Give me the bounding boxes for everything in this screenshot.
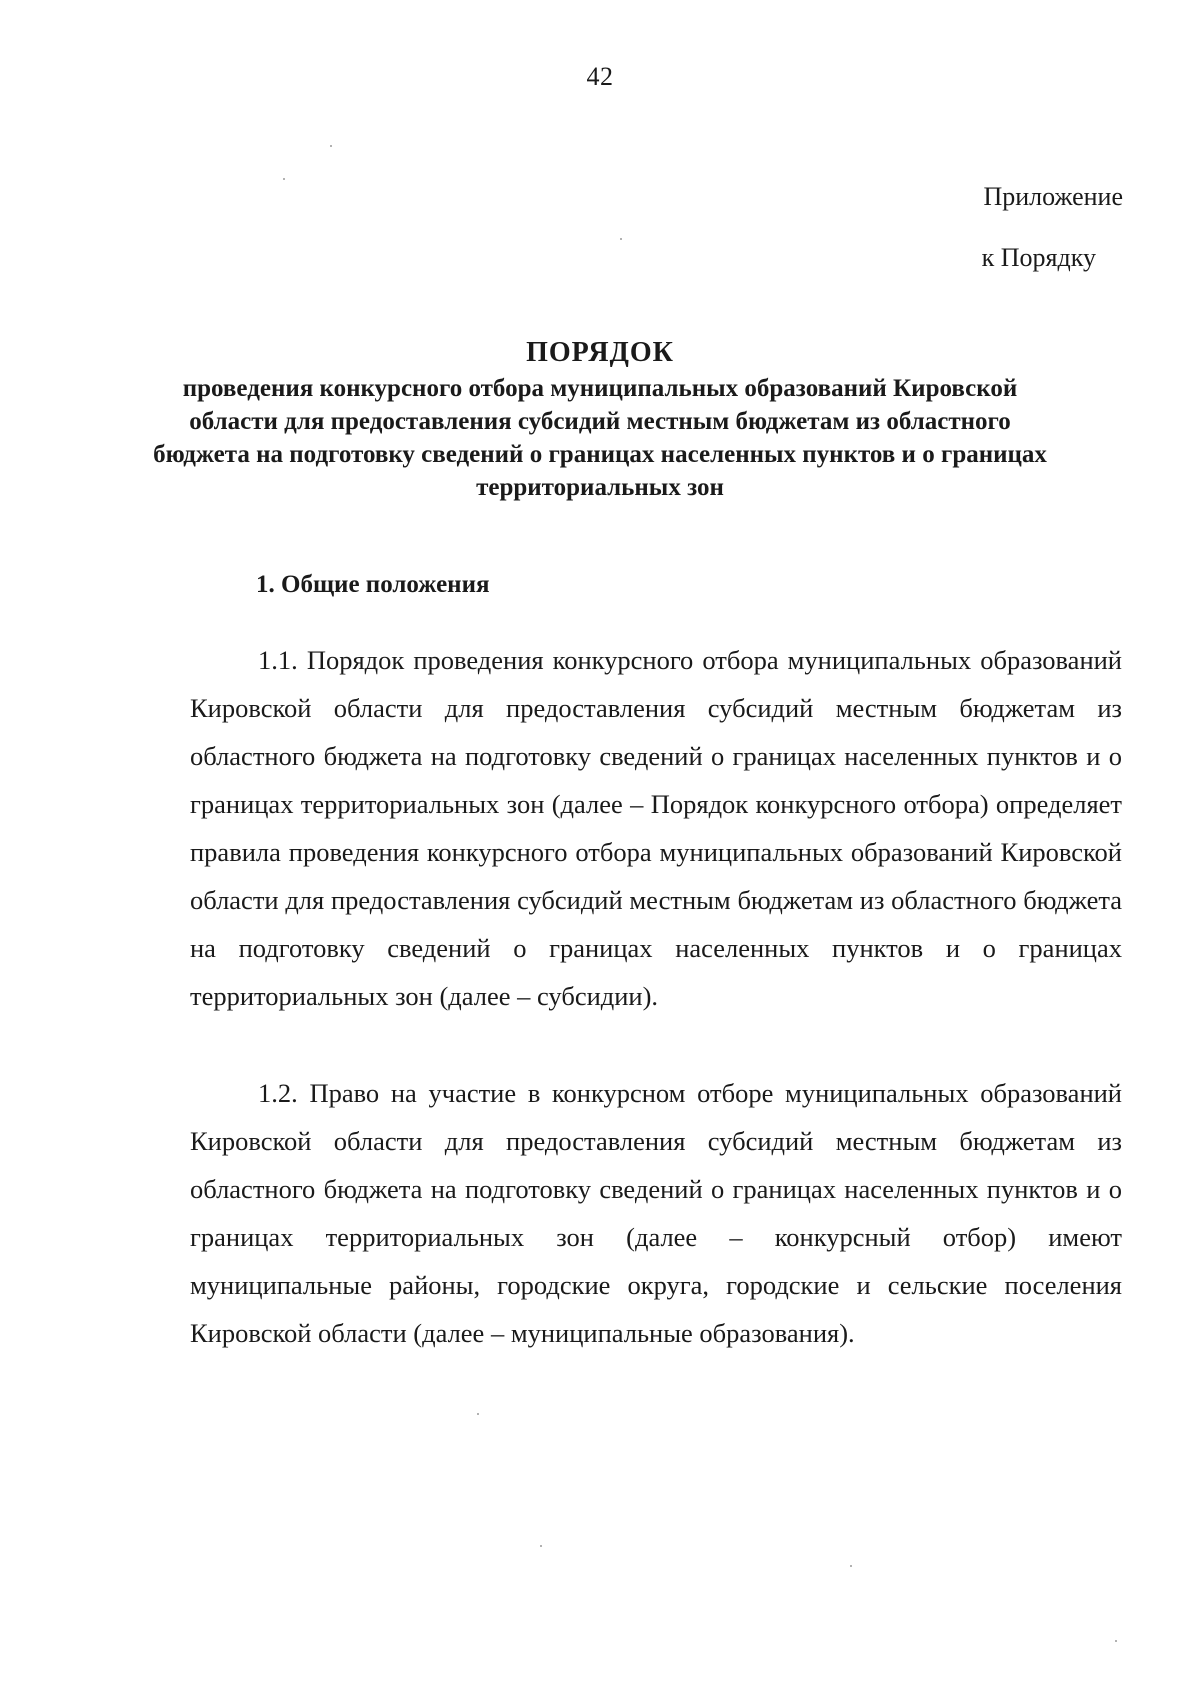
section-heading: 1. Общие положения (256, 571, 490, 598)
scan-speck (540, 1545, 542, 1547)
page-number: 42 (586, 62, 614, 91)
paragraph-text: 1.1. Порядок проведения конкурсного отбора муниципальных образований Кировской области для предоставления субсидий местным бюджетам из областного бюджета на подготовку сведений о границах населенных пунктов и о границах территориальных зон (далее – Порядок конкурсного отбора) определяет правила проведения конкурсного отбора муниципальных образований Кировской области для предоставления субсидий местным бюджетам из областного бюджета на подготовку сведений о границах населенных пунктов и о границах территориальных зон (далее – субсидии). (190, 645, 1122, 1011)
document-title (150, 336, 1050, 504)
appendix-reference: к Порядку (981, 243, 1096, 272)
title-subtitle: проведения конкурсного отбора муниципальных образований Кировской области для предоставления субсидий местным бюджетам из областного бюджета на подготовку сведений о границах населенных пунктов и о границах территориальных зон (153, 375, 1047, 501)
title-main: ПОРЯДОК (526, 337, 674, 368)
scan-speck (283, 178, 285, 180)
scan-speck (850, 1565, 852, 1567)
scan-speck (1115, 1640, 1117, 1642)
paragraph-text: 1.2. Право на участие в конкурсном отборе муниципальных образований Кировской области для предоставления субсидий местным бюджетам из областного бюджета на подготовку сведений о границах населенных пунктов и о границах территориальных зон (далее – конкурсный отбор) имеют муниципальные районы, городские округа, городские и сельские поселения Кировской области (далее – муниципальные образования). (190, 1078, 1122, 1348)
appendix-label: Приложение (983, 182, 1123, 211)
paragraph (190, 636, 1122, 1020)
scan-speck (620, 238, 622, 240)
scan-speck (477, 1413, 479, 1415)
scan-speck (330, 145, 332, 147)
paragraph (190, 1069, 1122, 1357)
